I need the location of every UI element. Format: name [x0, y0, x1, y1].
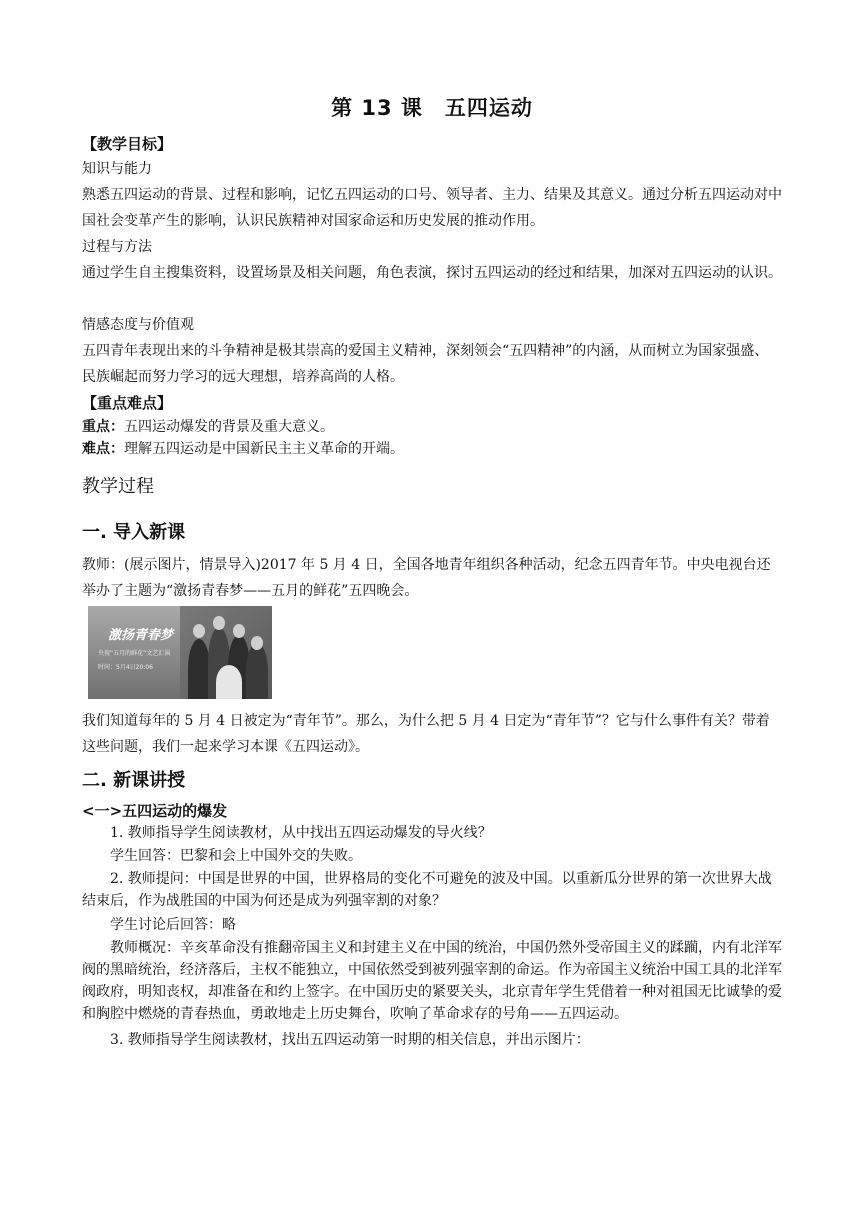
- teaching-paragraph-2: 学生回答：巴黎和会上中国外交的失败。: [110, 848, 362, 864]
- teaching-paragraph-3: 2. 教师提问：中国是世界的中国，世界格局的变化不可避免的波及中国。以重新瓜分世界的第一次世界大战结束后，作为战胜国的中国为何还是成为列强宰割的对象？: [82, 871, 772, 909]
- person-head: [213, 616, 225, 630]
- process-title: 教学过程: [82, 476, 154, 497]
- teaching-paragraph-5: 教师概况：辛亥革命没有推翻帝国主义和封建主义在中国的统治，中国仍然外受帝国主义的蹂躏，内有北洋军阀的黑暗统治，经济落后，主权不能独立，中国依然受到被列强宰割的命运。作为帝国主义统治中国工具的北洋军阀政府，明知丧权，却准备在和约上签字。在中国历史的紧要关头，北京青年学生凭借着一种对祖国无比诚挚的爱和胸腔中燃烧的青春热血，勇敢地走上历史舞台，吹响了革命求存的号角——五四运动。: [82, 940, 782, 1022]
- goals-knowledge-text: 熟悉五四运动的背景、过程和影响，记忆五四运动的口号、领导者、主力、结果及其意义。通过分析五四运动对中国社会变革产生的影响，认识民族精神对国家命运和历史发展的推动作用。: [82, 187, 782, 229]
- goals-process-text: 通过学生自主搜集资料，设置场景及相关问题，角色表演，探讨五四运动的经过和结果，加深对五四运动的认识。: [82, 265, 782, 281]
- difficulty-text: 理解五四运动是中国新民主主义革命的开端。: [124, 441, 404, 457]
- teaching-paragraph-4: 学生讨论后回答：略: [110, 917, 236, 933]
- focus-text: 五四运动爆发的背景及重大意义。: [124, 419, 334, 435]
- photo-subtitle: 央视“五月的鲜花”文艺汇演: [98, 650, 171, 657]
- goals-subheading-emotion: 情感态度与价值观: [82, 317, 194, 333]
- section2-subheading: <一>五四运动的爆发: [82, 802, 228, 820]
- section1-after: 我们知道每年的 5 月 4 日被定为“青年节”。那么，为什么把 5 月 4 日定为“青年节”？它与什么事件有关？带着这些问题，我们一起来学习本课《五四运动》。: [82, 713, 770, 755]
- lesson-title: 第 13 课 五四运动: [331, 96, 533, 120]
- key-points-header: 【重点难点】: [82, 394, 173, 412]
- section1-intro: 教师：(展示图片，情景导入)2017 年 5 月 4 日，全国各地青年组织各种活动，纪念五四青年节。中央电视台还举办了主题为“激扬青春梦——五月的鲜花”五四晚会。: [82, 557, 771, 599]
- person-figure: [216, 665, 242, 699]
- difficulty-line: [82, 438, 782, 460]
- person-figure: [246, 643, 268, 699]
- difficulty-label: 难点：: [82, 441, 124, 457]
- teaching-paragraph-1: 1. 教师指导学生阅读教材，从中找出五四运动爆发的导火线？: [110, 825, 492, 841]
- teaching-paragraph-6: 3. 教师指导学生阅读教材，找出五四运动第一时期的相关信息，并出示图片：: [110, 1032, 590, 1048]
- focus-label: 重点：: [82, 419, 124, 435]
- goals-header: 【教学目标】: [82, 135, 173, 153]
- person-head: [193, 624, 205, 638]
- person-head: [251, 636, 263, 650]
- goals-emotion-text: 五四青年表现出来的斗争精神是极其崇高的爱国主义精神，深刻领会“五四精神”的内涵，从而树立为国家强盛、民族崛起而努力学习的远大理想，培养高尚的人格。: [82, 343, 769, 385]
- focus-line: [82, 416, 782, 438]
- person-figure: [188, 639, 210, 699]
- section2-title: 二. 新课讲授: [82, 770, 186, 791]
- person-head: [233, 624, 245, 638]
- photo-time: 时间：5月4日20:06: [98, 664, 153, 671]
- photo-title: 激扬青春梦: [108, 628, 174, 643]
- gala-photo: [88, 606, 272, 699]
- section1-title: 一. 导入新课: [82, 522, 186, 543]
- goals-subheading-knowledge: 知识与能力: [82, 161, 152, 177]
- goals-subheading-process: 过程与方法: [82, 239, 152, 255]
